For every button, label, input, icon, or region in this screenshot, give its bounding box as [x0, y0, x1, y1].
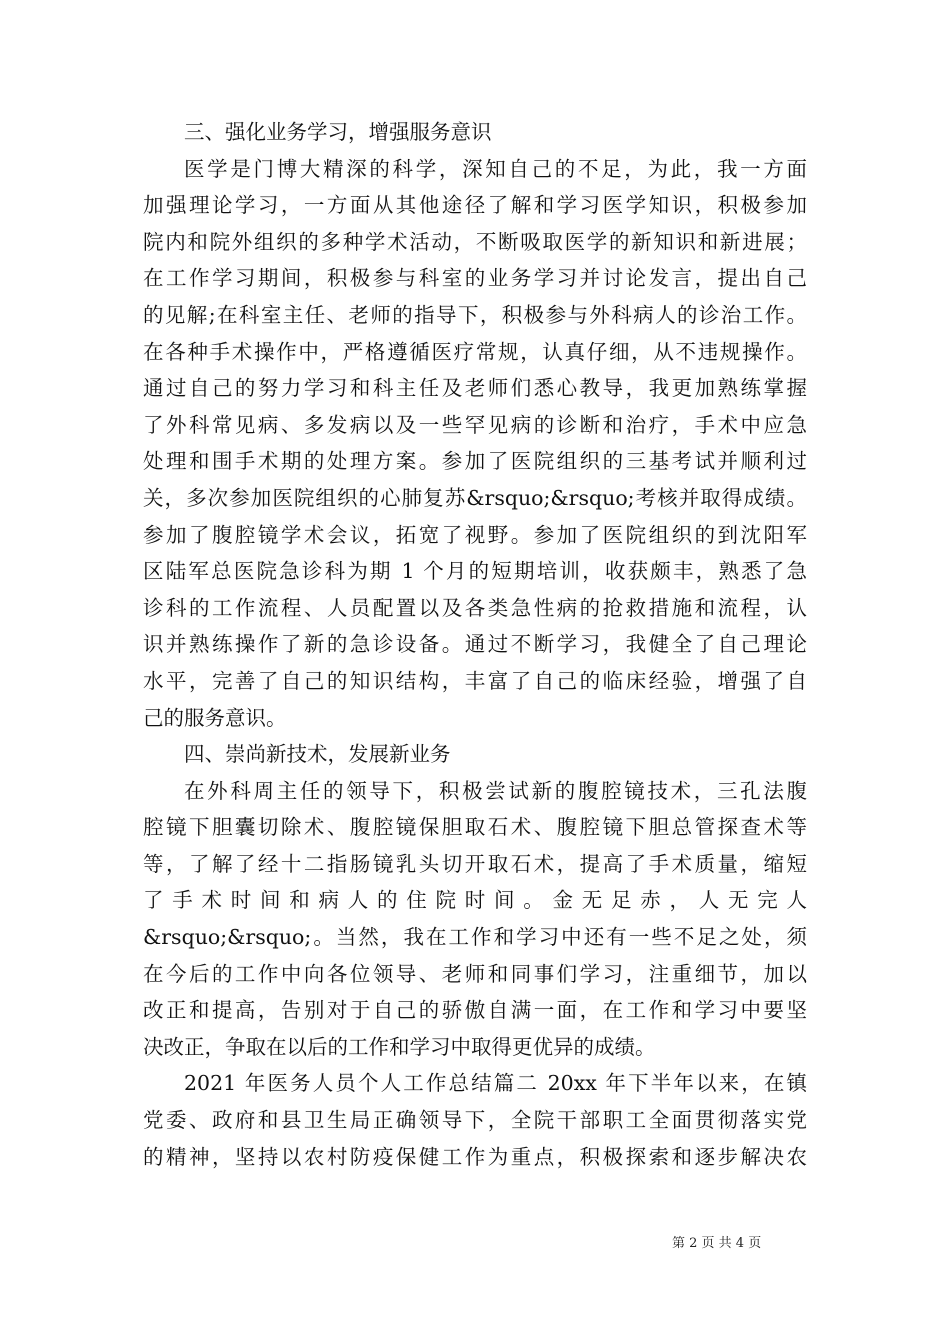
paragraph-line: 己的服务意识。 — [143, 705, 287, 730]
paragraph-line: 医学是门博大精深的科学，深知自己的不足，为此，我一方面 — [184, 156, 807, 181]
paragraph-line: 等，了解了经十二指肠镜乳头切开取石术，提高了手术质量，缩短 — [143, 851, 807, 876]
paragraph-line: 的精神，坚持以农村防疫保健工作为重点，积极探索和逐步解决农 — [143, 1144, 807, 1169]
paragraph-line: 识并熟练操作了新的急诊设备。通过不断学习，我健全了自己理论 — [143, 632, 807, 657]
paragraph-line: 处理和围手术期的处理方案。参加了医院组织的三基考试并顺利过 — [143, 449, 807, 474]
paragraph-line: 诊科的工作流程、人员配置以及各类急性病的抢救措施和流程，认 — [143, 595, 807, 620]
document-body — [143, 114, 807, 1175]
paragraph-line: 参加了腹腔镜学术会议，拓宽了视野。参加了医院组织的到沈阳军 — [143, 522, 807, 547]
paragraph-line: 水平，完善了自己的知识结构，丰富了自己的临床经验，增强了自 — [143, 668, 807, 693]
paragraph-line: 腔镜下胆囊切除术、腹腔镜保胆取石术、腹腔镜下胆总管探查术等 — [143, 815, 807, 840]
paragraph-line: 通过自己的努力学习和科主任及老师们悉心教导，我更加熟练掌握 — [143, 376, 807, 401]
paragraph-line: 关，多次参加医院组织的心肺复苏&rsquo;&rsquo;考核并取得成绩。 — [143, 485, 807, 510]
section-heading-3: 三、强化业务学习，增强服务意识 — [184, 120, 492, 144]
paragraph-line: 在今后的工作中向各位领导、老师和同事们学习，注重细节，加以 — [143, 961, 807, 986]
paragraph-line: 在外科周主任的领导下，积极尝试新的腹腔镜技术，三孔法腹 — [184, 778, 807, 803]
page-number-footer: 第 2 页 共 4 页 — [672, 1236, 762, 1251]
paragraph-line: 决改正，争取在以后的工作和学习中取得更优异的成绩。 — [143, 1034, 656, 1059]
paragraph-line: 党委、政府和县卫生局正确领导下，全院干部职工全面贯彻落实党 — [143, 1108, 807, 1133]
paragraph-line: 了 手 术 时 间 和 病 人 的 住 院 时 间 。 金 无 足 赤 ， 人 无 完 人 — [143, 888, 807, 913]
section-heading-4: 四、崇尚新技术，发展新业务 — [184, 742, 451, 767]
paragraph-line: 2021 年医务人员个人工作总结篇二 20xx 年下半年以来，在镇 — [184, 1071, 807, 1096]
paragraph-line: 加强理论学习，一方面从其他途径了解和学习医学知识，积极参加 — [143, 193, 807, 218]
paragraph-line: 了外科常见病、多发病以及一些罕见病的诊断和治疗，手术中应急 — [143, 412, 807, 437]
paragraph-line: 在工作学习期间，积极参与科室的业务学习并讨论发言，提出自己 — [143, 266, 807, 291]
paragraph-line: 的见解;在科室主任、老师的指导下，积极参与外科病人的诊治工作。 — [143, 302, 807, 327]
paragraph-line: 在各种手术操作中，严格遵循医疗常规，认真仔细，从不违规操作。 — [143, 339, 807, 364]
paragraph-line: 区陆军总医院急诊科为期 1 个月的短期培训，收获颇丰，熟悉了急 — [143, 559, 807, 584]
paragraph-line: 改正和提高，告别对于自己的骄傲自满一面，在工作和学习中要坚 — [143, 998, 807, 1023]
paragraph-line: &rsquo;&rsquo;。当然，我在工作和学习中还有一些不足之处，须 — [143, 925, 807, 950]
paragraph-line: 院内和院外组织的多种学术活动，不断吸取医学的新知识和新进展； — [143, 229, 807, 254]
